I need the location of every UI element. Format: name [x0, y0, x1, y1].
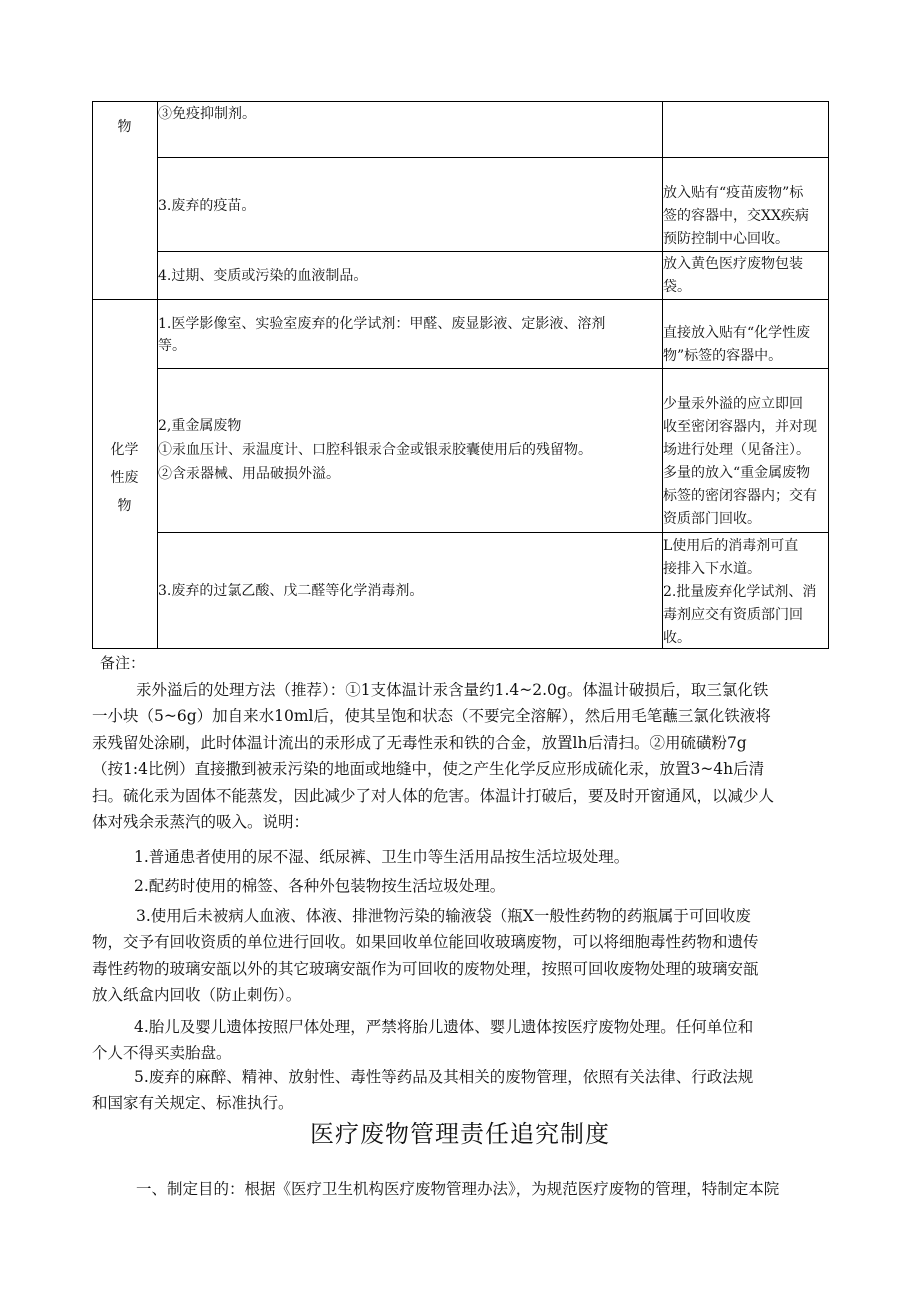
- table-row-content: 1.医学影像室、实验室废弃的化学试剂：甲醛、废显影液、定影液、溶剂 等。: [158, 316, 606, 354]
- category-chemical: 化学 性废 物: [110, 442, 139, 514]
- table-row-method: 少量汞外溢的应立即回 收至密闭容器内，并对现 场进行处理（见备注）。 多量的放入“重金属废物 标签的密闭容器内；交有 资质部门回收。: [663, 396, 817, 527]
- table-row-content: 4.过期、变质或污染的血液制品。: [158, 268, 368, 284]
- notes-heading: 备注：: [100, 654, 146, 672]
- note-item-5: 5.废弃的麻醉、精神、放射性、毒性等药品及其相关的废物管理，依照有关法律、行政法规 和国家有关规定、标准执行。: [92, 1068, 754, 1113]
- section-first-paragraph: 一、制定目的：根据《医疗卫生机构医疗废物管理办法》，为规范医疗废物的管理，特制定本院: [136, 1180, 780, 1198]
- note-item-3: 3.使用后未被病人血液、体液、排泄物污染的输液袋（瓶X一般性药物的药瓶属于可回收废 物，交予有回收资质的单位进行回收。如果回收单位能回收玻璃废物，可以将细胞毒性药物和遗传 毒性药物的玻璃安瓿以外的其它玻璃安瓿作为可回收的废物处理，按照可回收废物处理的玻璃安瓿 放入纸盒内回收（防止刺伤）。: [92, 907, 759, 1005]
- category-biological-tail: 物: [117, 119, 132, 135]
- section-title: 医疗废物管理责任追究制度: [310, 1120, 610, 1148]
- table-row-content: 3.废弃的疫苗。: [158, 198, 256, 214]
- table-row-method: 放入黄色医疗废物包装 袋。: [663, 256, 803, 295]
- table-row-content: 2,重金属废物 ①汞血压计、汞温度计、口腔科银汞合金或银汞胶囊使用后的残留物。 ②含汞器械、用品破损外溢。: [158, 418, 592, 482]
- note-item-1: 1.普通患者使用的尿不湿、纸尿裤、卫生巾等生活用品按生活垃圾处理。: [134, 848, 630, 866]
- table-row-method: L使用后的消毒剂可直 接排入下水道。 2.批量废弃化学试剂、消 毒剂应交有资质部门回 收。: [663, 538, 817, 646]
- mercury-spill-note: 汞外溢后的处理方法（推荐）：①1支体温计汞含量约1.4~2.0g。体温计破损后，取三氯化铁 一小块（5~6g）加自来水10ml后，使其呈饱和状态（不要完全溶解），然后用毛笔蘸三氯化铁液将 汞残留处涂刷，此时体温计流出的汞形成了无毒性汞和铁的合金，放置lh后清扫。②用硫磺粉7g （按1:4比例）直接撒到被汞污染的地面或地缝中，使之产生化学反应形成硫化汞，放置3~4h后清 扫。硫化汞为固体不能蒸发，因此减少了对人体的危害。体温计打破后，要及时开窗通风，以减少人 体对残余汞蒸汽的吸入。说明：: [92, 681, 775, 832]
- note-item-2: 2.配药时使用的棉签、各种外包装物按生活垃圾处理。: [134, 877, 506, 895]
- note-item-4: 4.胎儿及婴儿遗体按照尸体处理，严禁将胎儿遗体、婴儿遗体按医疗废物处理。任何单位和 个人不得买卖胎盘。: [92, 1018, 754, 1063]
- table-row-content: 3.废弃的过氯乙酸、戊二醛等化学消毒剂。: [158, 583, 424, 599]
- table-row-content: ③免疫抑制剂。: [158, 106, 256, 122]
- table-row-method: 放入贴有“疫苗废物”标 签的容器中，交XX疾病 预防控制中心回收。: [663, 185, 809, 247]
- table-row-method: 直接放入贴有“化学性废 物”标签的容器中。: [663, 325, 811, 364]
